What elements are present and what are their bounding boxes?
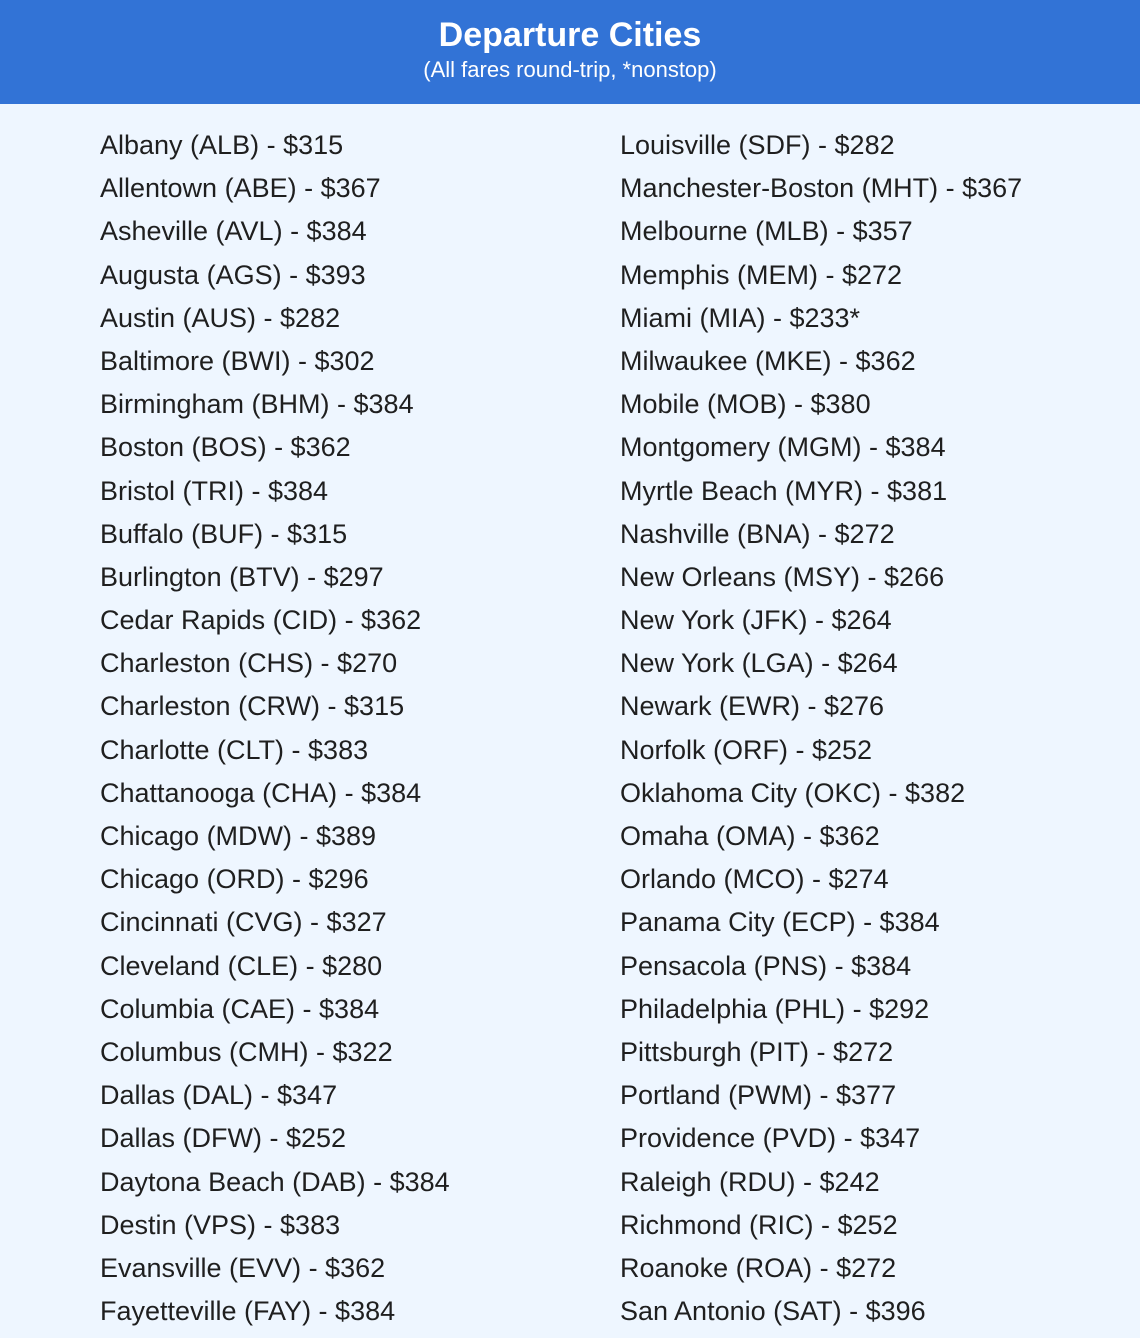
city-fare-item: Daytona Beach (DAB) - $384 [100,1166,450,1197]
city-fare-item: Richmond (RIC) - $252 [620,1209,898,1240]
city-fare-item: Raleigh (RDU) - $242 [620,1166,880,1197]
city-fare-item: Birmingham (BHM) - $384 [100,389,414,420]
city-fare-item: New York (JFK) - $264 [620,605,892,636]
city-fare-item: Pensacola (PNS) - $384 [620,950,912,981]
city-fare-item: Cincinnati (CVG) - $327 [100,907,387,938]
city-fare-item: Chattanooga (CHA) - $384 [100,777,422,808]
city-fare-item: Louisville (SDF) - $282 [620,130,895,160]
header-banner [0,0,1140,104]
city-fare-item: Manchester-Boston (MHT) - $367 [620,173,1023,204]
city-fare-item: Austin (AUS) - $282 [100,302,341,333]
city-fare-item: Portland (PWM) - $377 [620,1080,897,1111]
city-list [0,104,1140,1338]
city-fare-item: Roanoke (ROA) - $272 [620,1252,897,1283]
page-subtitle: (All fares round-trip, *nonstop) [423,57,717,82]
city-fare-item: Fayetteville (FAY) - $384 [100,1296,396,1327]
city-fare-item: New York (LGA) - $264 [620,648,898,679]
city-fare-item: Miami (MIA) - $233* [620,302,861,333]
city-fare-item: Baltimore (BWI) - $302 [100,345,375,376]
right-city-column [620,124,1022,1333]
city-fare-item: San Antonio (SAT) - $396 [620,1296,926,1327]
city-fare-item: Dallas (DFW) - $252 [100,1123,347,1154]
city-fare-item: Oklahoma City (OKC) - $382 [620,777,966,808]
city-fare-item: Boston (BOS) - $362 [100,432,351,463]
city-fare-item: Allentown (ABE) - $367 [100,173,381,204]
city-fare-item: Omaha (OMA) - $362 [620,821,880,851]
city-fare-item: Destin (VPS) - $383 [100,1209,341,1240]
city-fare-item: Buffalo (BUF) - $315 [100,518,348,549]
city-fare-item: Chicago (MDW) - $389 [100,821,377,851]
city-fare-item: Dallas (DAL) - $347 [100,1080,338,1111]
city-fare-item: Evansville (EVV) - $362 [100,1252,386,1283]
city-fare-item: Montgomery (MGM) - $384 [620,432,946,463]
city-fare-item: Milwaukee (MKE) - $362 [620,345,916,376]
city-fare-item: Pittsburgh (PIT) - $272 [620,1036,894,1067]
city-fare-item: Melbourne (MLB) - $357 [620,216,913,247]
city-fare-item: Columbus (CMH) - $322 [100,1036,393,1067]
city-fare-item: Providence (PVD) - $347 [620,1123,921,1154]
city-fare-item: Charlotte (CLT) - $383 [100,734,369,765]
city-fare-item: Charleston (CRW) - $315 [100,691,405,722]
city-fare-item: Cleveland (CLE) - $280 [100,950,383,981]
city-fare-item: Asheville (AVL) - $384 [100,216,367,247]
page-title: Departure Cities [438,16,702,54]
city-fare-item: Newark (EWR) - $276 [620,691,885,722]
city-fare-item: Philadelphia (PHL) - $292 [620,993,930,1024]
city-fare-item: Memphis (MEM) - $272 [620,259,903,290]
city-fare-item: Norfolk (ORF) - $252 [620,734,873,765]
city-fare-item: Panama City (ECP) - $384 [620,907,940,938]
city-fare-item: Burlington (BTV) - $297 [100,561,384,592]
city-fare-item: New Orleans (MSY) - $266 [620,561,945,592]
city-fare-item: Bristol (TRI) - $384 [100,475,329,506]
city-fare-item: Myrtle Beach (MYR) - $381 [620,475,948,506]
city-fare-item: Columbia (CAE) - $384 [100,993,380,1024]
city-fare-item: Charleston (CHS) - $270 [100,648,398,679]
city-fare-item: Augusta (AGS) - $393 [100,259,366,290]
city-fare-item: Orlando (MCO) - $274 [620,864,889,895]
city-fare-item: Cedar Rapids (CID) - $362 [100,605,422,636]
city-fare-item: Albany (ALB) - $315 [100,130,344,160]
city-fare-item: Chicago (ORD) - $296 [100,864,369,895]
city-fare-item: Nashville (BNA) - $272 [620,518,895,549]
left-city-column [100,124,450,1333]
city-fare-item: Mobile (MOB) - $380 [620,389,871,420]
